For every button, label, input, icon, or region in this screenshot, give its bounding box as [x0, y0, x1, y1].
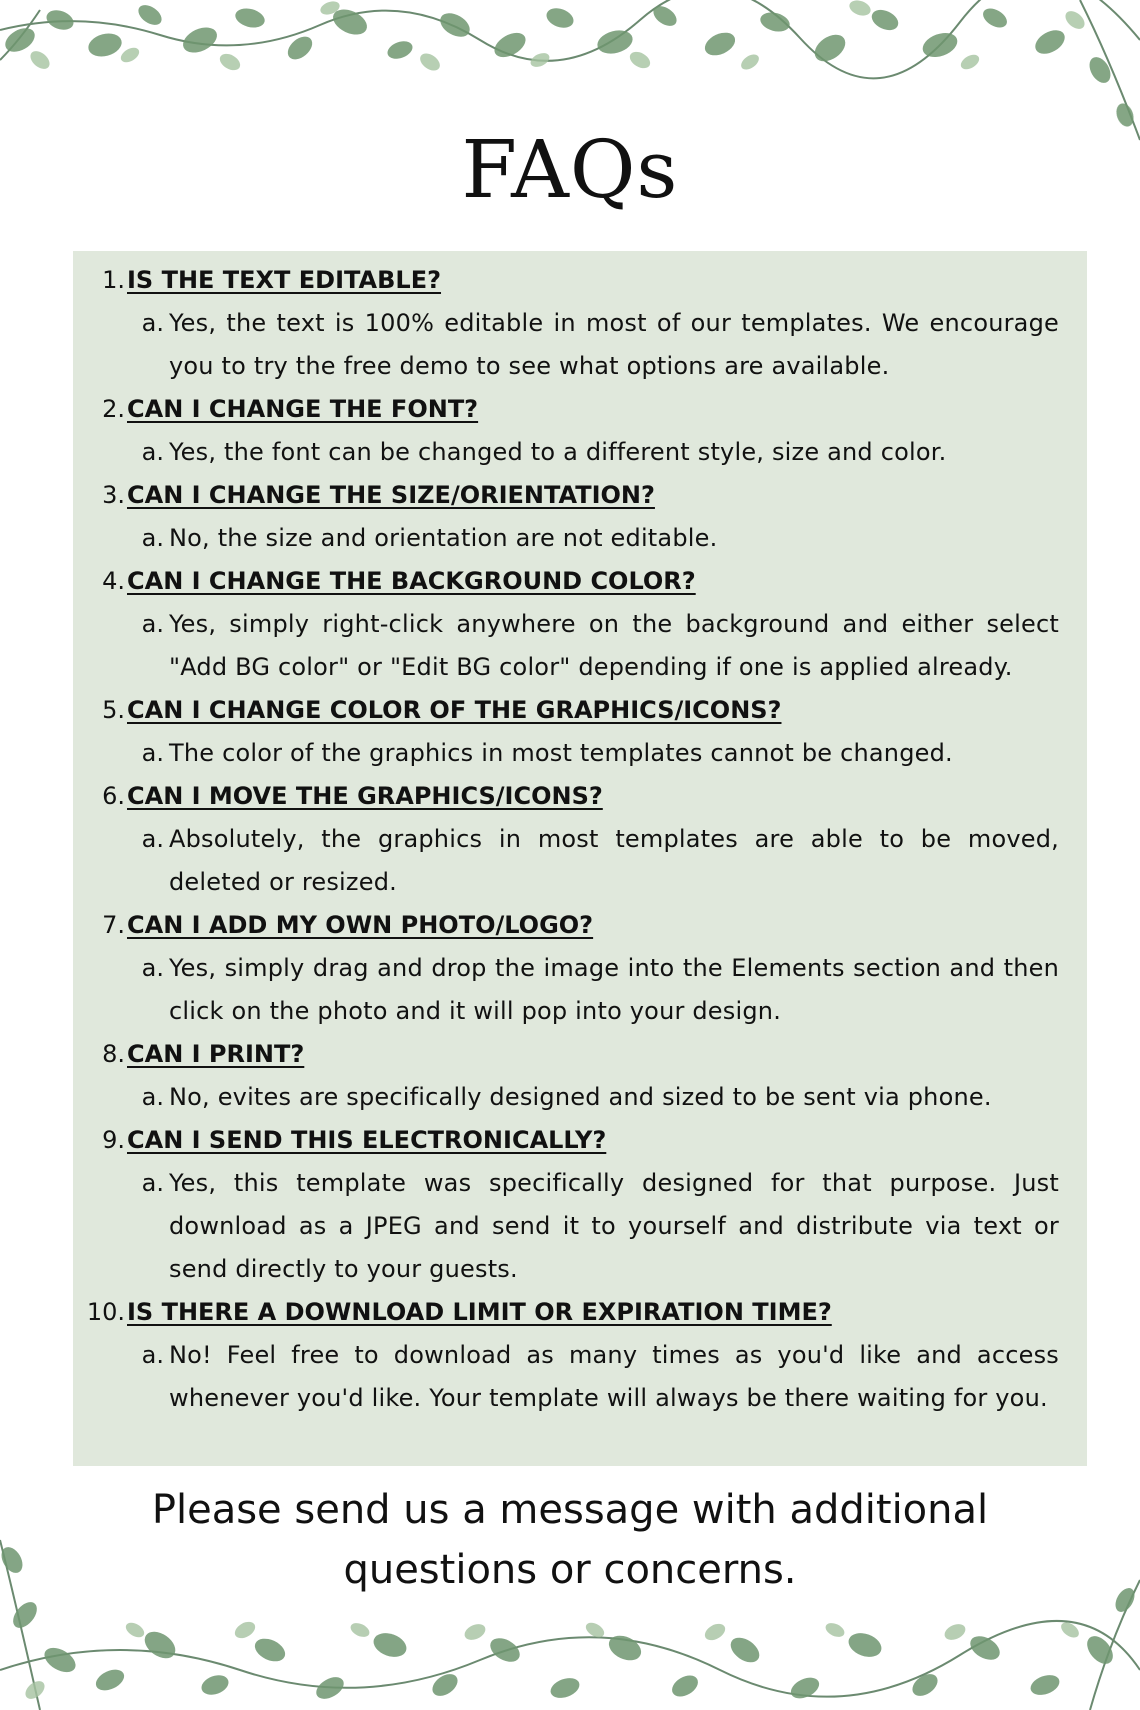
faq-item [73, 689, 1059, 775]
question-number: 7. [102, 911, 125, 939]
answer-text: Yes, simply drag and drop the image into the Elements section and then click on the photo and it will pop into your design. [169, 954, 1059, 1025]
question-number: 2. [102, 395, 125, 423]
answer-text: Absolutely, the graphics in most templates are able to be moved, deleted or resized. [169, 825, 1059, 896]
question-number: 3. [102, 481, 125, 509]
question-number: 8. [102, 1040, 125, 1068]
faq-item [73, 259, 1059, 388]
question-text: CAN I MOVE THE GRAPHICS/ICONS? [127, 782, 603, 810]
closing-message: Please send us a message with additional questions or concerns. [151, 1487, 989, 1593]
faq-item [73, 775, 1059, 904]
faq-item [73, 1291, 1059, 1420]
question-text: CAN I CHANGE THE BACKGROUND COLOR? [127, 567, 696, 595]
answer-letter: a. [141, 524, 164, 552]
answer-text: Yes, the font can be changed to a different style, size and color. [169, 438, 947, 466]
question-number: 4. [102, 567, 125, 595]
answer-text: No, evites are specifically designed and sized to be sent via phone. [169, 1083, 992, 1111]
faq-panel [73, 251, 1087, 1466]
answer-text: No, the size and orientation are not editable. [169, 524, 718, 552]
question-number: 1. [102, 266, 125, 294]
question-text: IS THE TEXT EDITABLE? [127, 266, 442, 294]
answer-letter: a. [141, 825, 164, 853]
question-text: CAN I PRINT? [127, 1040, 305, 1068]
answer-text: Yes, simply right-click anywhere on the background and either select "Add BG color" or "Edit BG color" depending if one is applied already. [169, 610, 1059, 681]
answer-letter: a. [141, 309, 164, 337]
faq-item [73, 1033, 1059, 1119]
answer-letter: a. [141, 438, 164, 466]
answer-letter: a. [141, 1083, 164, 1111]
question-number: 6. [102, 782, 125, 810]
faq-item [73, 560, 1059, 689]
answer-letter: a. [141, 610, 164, 638]
answer-letter: a. [141, 1169, 164, 1197]
question-number: 10. [86, 1298, 125, 1326]
answer-letter: a. [141, 954, 164, 982]
page-title: FAQs [461, 123, 679, 216]
question-text: CAN I SEND THIS ELECTRONICALLY? [127, 1126, 607, 1154]
answer-letter: a. [141, 1341, 164, 1369]
faq-item [73, 388, 1059, 474]
question-text: CAN I CHANGE COLOR OF THE GRAPHICS/ICONS? [127, 696, 782, 724]
answer-text: Yes, the text is 100% editable in most of our templates. We encourage you to try the free demo to see what options are available. [169, 309, 1059, 380]
question-text: CAN I ADD MY OWN PHOTO/LOGO? [127, 911, 594, 939]
faq-item [73, 904, 1059, 1033]
question-text: CAN I CHANGE THE FONT? [127, 395, 479, 423]
faq-item [73, 1119, 1059, 1291]
answer-text: No! Feel free to download as many times as you'd like and access whenever you'd like. Your template will always be there waiting for you. [169, 1341, 1059, 1412]
question-number: 5. [102, 696, 125, 724]
question-text: CAN I CHANGE THE SIZE/ORIENTATION? [127, 481, 655, 509]
answer-text: Yes, this template was specifically designed for that purpose. Just download as a JPEG and send it to yourself and distribute via text or send directly to your guests. [169, 1169, 1059, 1283]
question-text: IS THERE A DOWNLOAD LIMIT OR EXPIRATION TIME? [127, 1298, 832, 1326]
answer-text: The color of the graphics in most templates cannot be changed. [169, 739, 953, 767]
answer-letter: a. [141, 739, 164, 767]
faq-item [73, 474, 1059, 560]
question-number: 9. [102, 1126, 125, 1154]
